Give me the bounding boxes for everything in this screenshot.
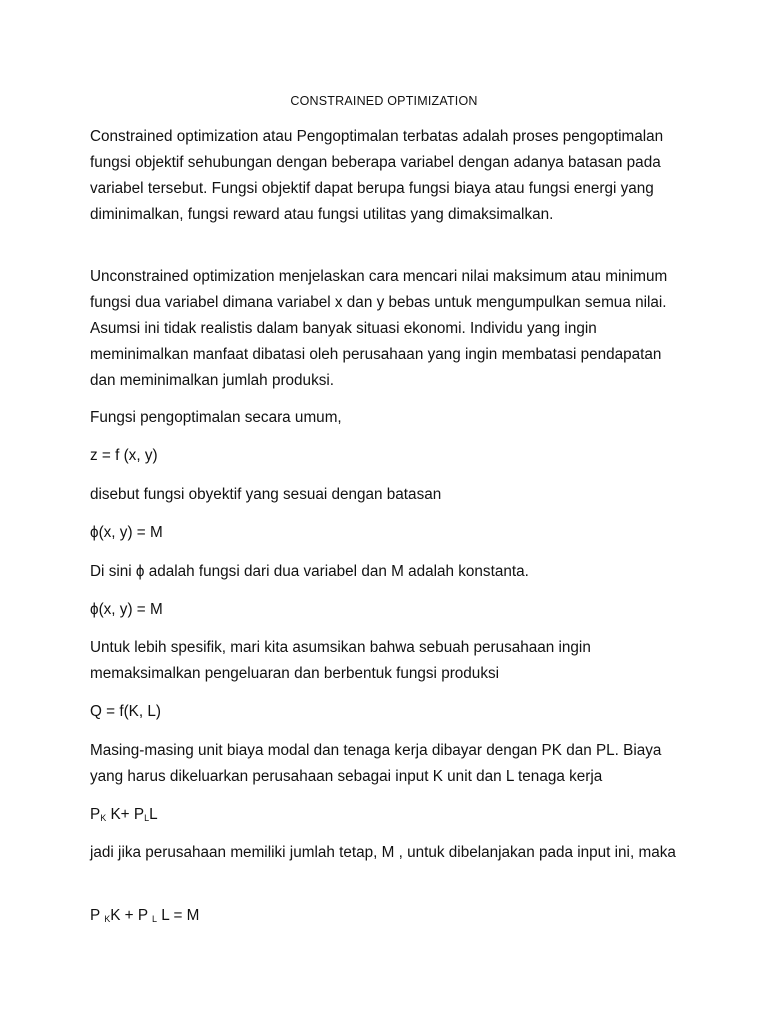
paragraph-unconstrained-optimization: Unconstrained optimization menjelaskan cara mencari nilai maksimum atau minimum fungsi dua variabel dimana variabel x dan y bebas untuk mengumpulkan semua nilai. Asumsi ini tidak realistis dalam banyak situasi ekonomi. Individu yang ingin meminimalkan manfaat dibatasi oleh perusahaan yang ingin membatasi pendapatan dan meminimalkan jumlah produksi. (90, 268, 668, 389)
paragraph-unit-costs: Masing-masing unit biaya modal dan tenaga kerja dibayar dengan PK dan PL. Biaya yang harus dikeluarkan perusahaan sebagai input K unit dan L tenaga kerja (90, 742, 662, 785)
equation-budget-constraint (90, 903, 199, 932)
subscript-k: K (104, 914, 111, 924)
line-phi-description: Di sini ϕ adalah fungsi dari dua variabel dan M adalah konstanta. (90, 563, 529, 580)
paragraph-fixed-budget: jadi jika perusahaan memiliki jumlah tetap, M , untuk dibelanjakan pada input ini, maka (90, 844, 676, 861)
document-title: CONSTRAINED OPTIMIZATION (290, 94, 478, 108)
subscript-l: L (144, 813, 150, 823)
equation-objective-function: z = f (x, y) (90, 447, 158, 464)
equation-token: K+ P (106, 806, 145, 823)
paragraph-production-function: Untuk lebih spesifik, mari kita asumsikan bahwa sebuah perusahaan ingin memaksimalkan pengeluaran dan berbentuk fungsi produksi (90, 639, 591, 682)
equation-total-cost (90, 802, 158, 831)
equation-token: K + P (110, 907, 153, 924)
line-objective-description: disebut fungsi obyektif yang sesuai dengan batasan (90, 486, 442, 503)
equation-constraint-1: ϕ(x, y) = M (90, 524, 163, 541)
equation-token: P (90, 907, 105, 924)
equation-production: Q = f(K, L) (90, 703, 161, 720)
subscript-k: K (100, 813, 107, 823)
line-general-function: Fungsi pengoptimalan secara umum, (90, 409, 342, 426)
subscript-l: L (152, 914, 158, 924)
equation-token: L (149, 806, 158, 823)
equation-constraint-2: ϕ(x, y) = M (90, 601, 163, 618)
paragraph-constrained-definition: Constrained optimization atau Pengoptimalan terbatas adalah proses pengoptimalan fungsi objektif sehubungan dengan beberapa variabel dengan adanya batasan pada variabel tersebut. Fungsi objektif dapat berupa fungsi biaya atau fungsi energi yang diminimalkan, fungsi reward atau fungsi utilitas yang dimaksimalkan. (90, 128, 664, 223)
equation-token: L = M (157, 907, 200, 924)
equation-token: P (90, 806, 101, 823)
